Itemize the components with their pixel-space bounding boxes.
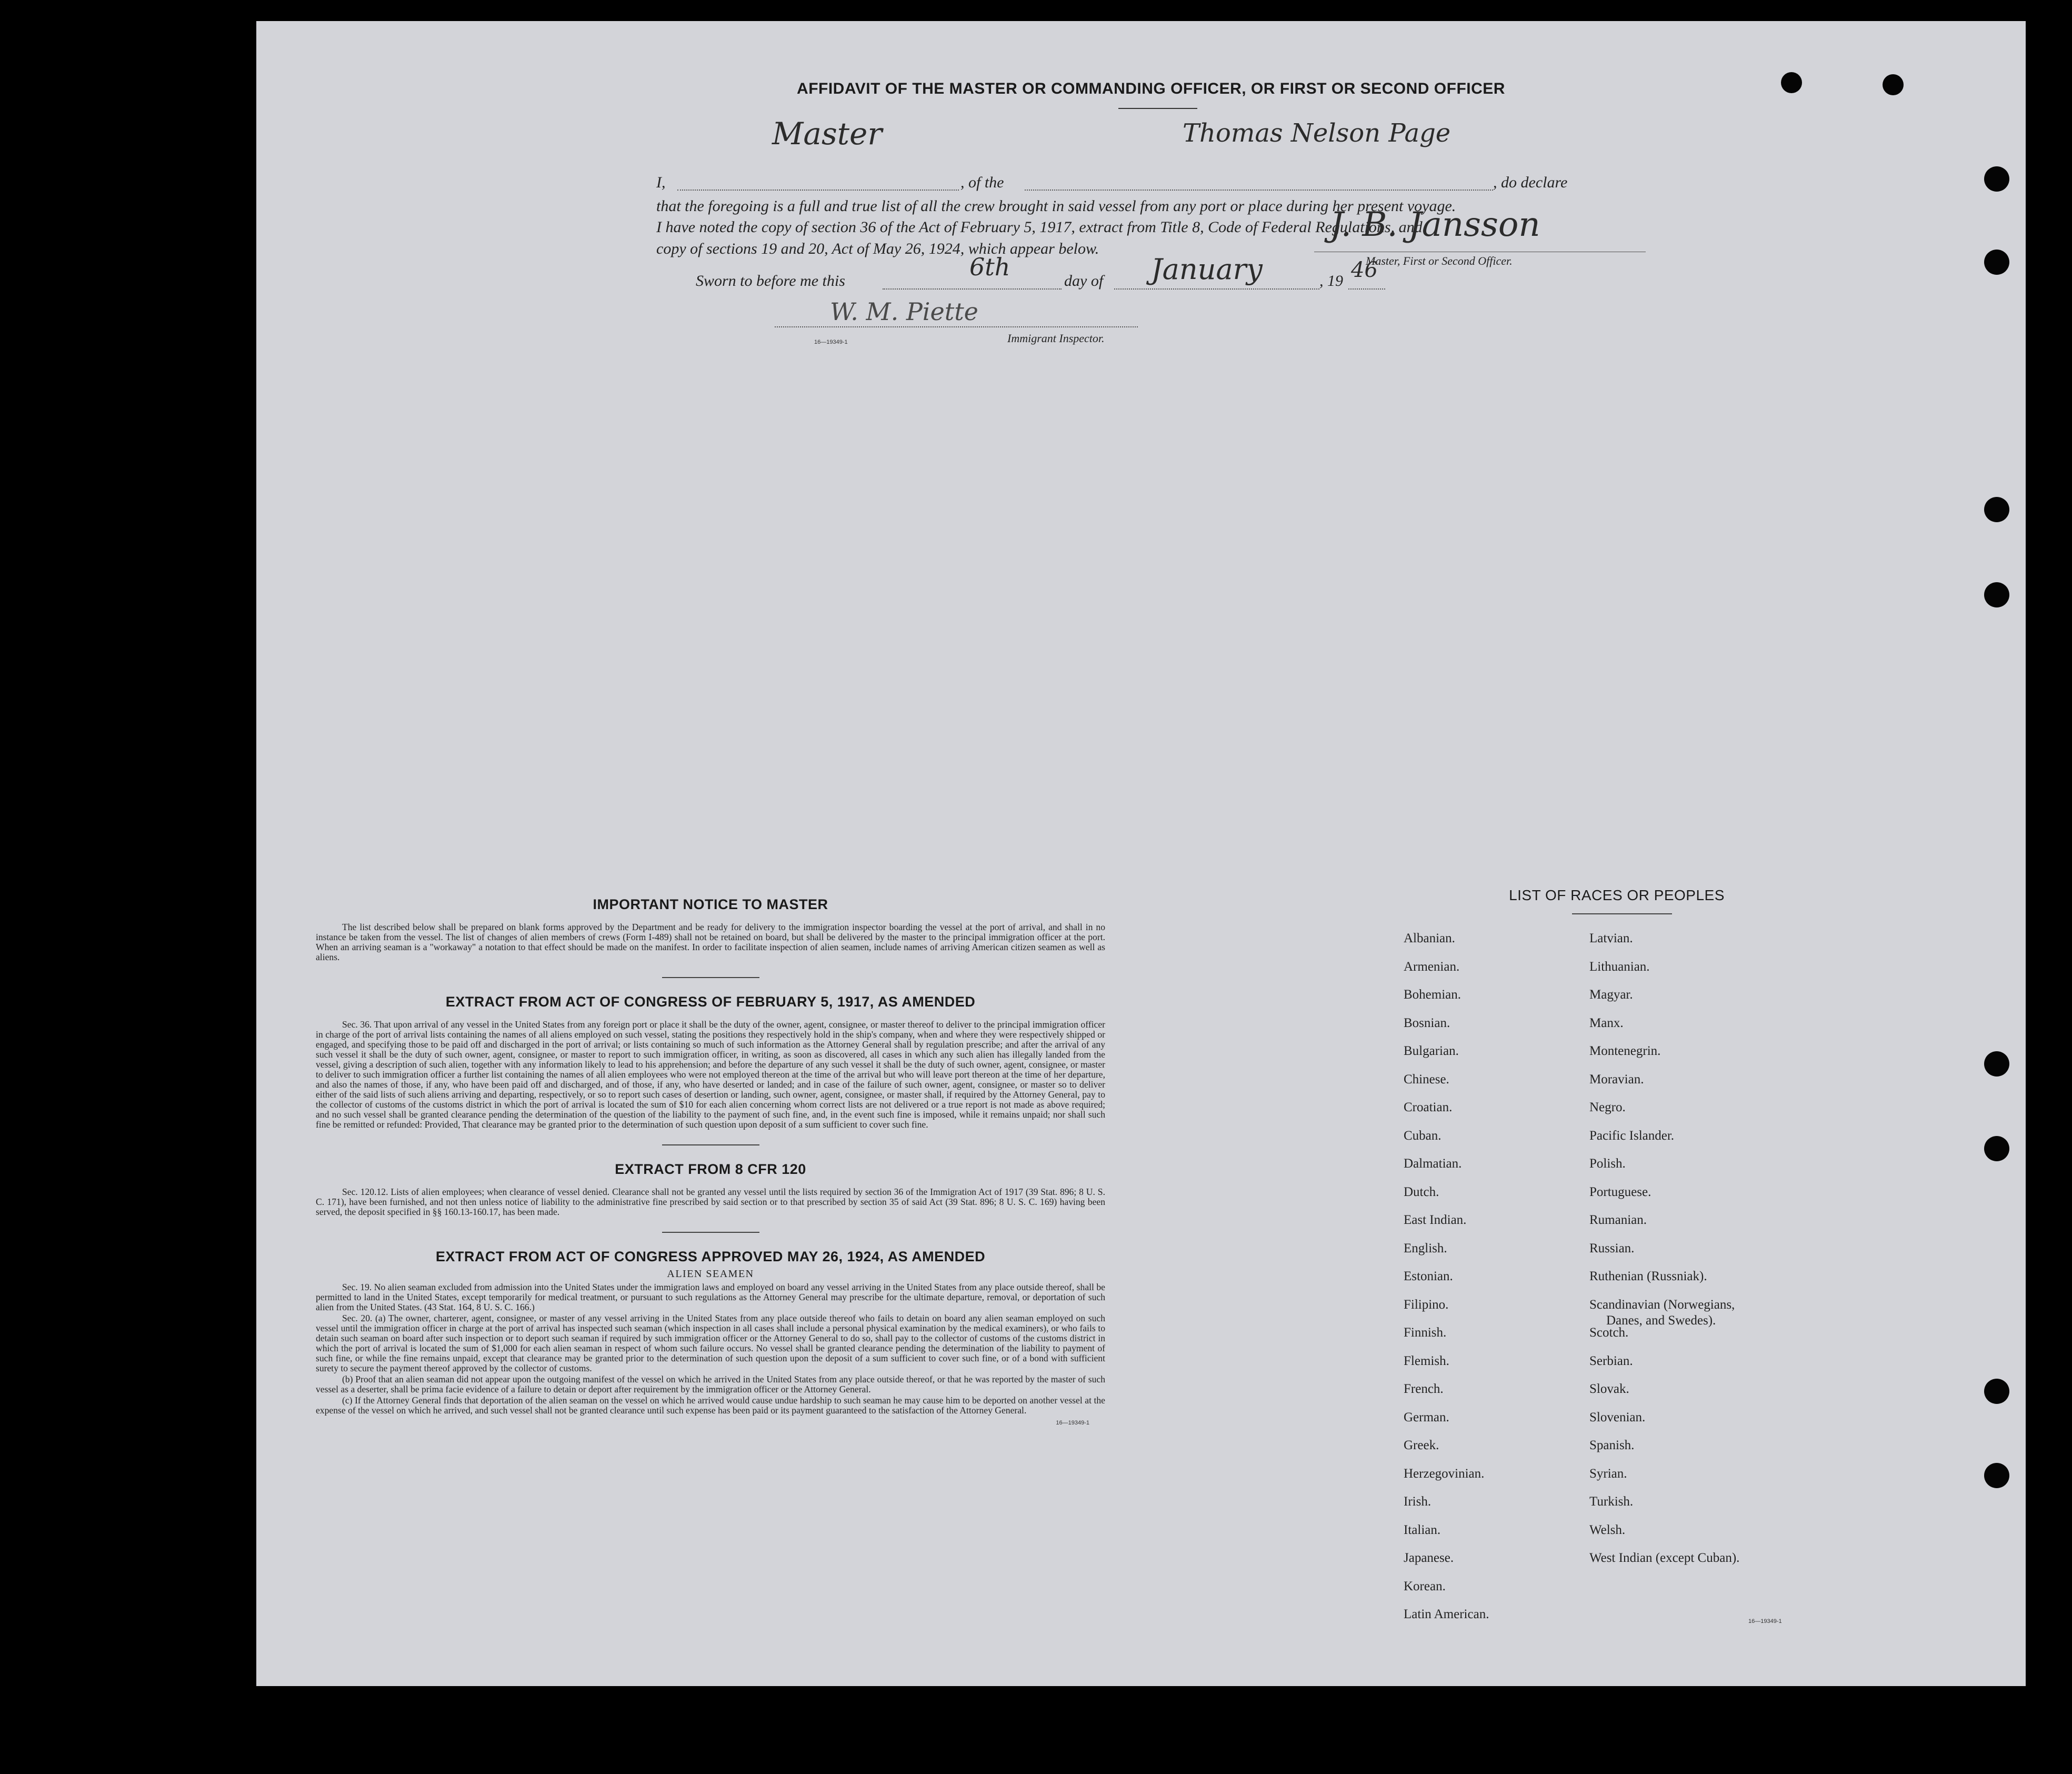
handwritten-year: 46 xyxy=(1351,258,1378,282)
race-item: Rumanian. xyxy=(1589,1213,1647,1227)
race-item: Korean. xyxy=(1404,1579,1446,1593)
race-item: Pacific Islander. xyxy=(1589,1128,1675,1143)
race-item: French. xyxy=(1404,1382,1444,1396)
race-item: Montenegrin. xyxy=(1589,1044,1661,1058)
divider xyxy=(662,977,759,978)
vessel-line xyxy=(1025,190,1493,191)
race-item: Portuguese. xyxy=(1589,1184,1651,1199)
race-item: Russian. xyxy=(1589,1241,1635,1255)
race-item: Serbian. xyxy=(1589,1353,1633,1368)
race-item: Spanish. xyxy=(1589,1438,1635,1452)
divider xyxy=(662,1232,759,1233)
sec-20c-text: (c) If the Attorney General finds that deportation of the alien seaman on the vessel on which he arrived would cause undue hardship to such seaman he may cause him to be deported on another vessel at the expense of the vessel on which he arrived, and such vessel shall not be granted clearance until such expense has been paid or its payment guaranteed to the satisfaction of the Attorney General. xyxy=(316,1395,1105,1416)
race-item: Bosnian. xyxy=(1404,1015,1450,1030)
divider xyxy=(662,1144,759,1145)
officer-signature: J. B. Jansson xyxy=(1330,205,1540,244)
race-item: Scandinavian (Norwegians, xyxy=(1589,1297,1735,1312)
race-item: Japanese. xyxy=(1404,1551,1454,1565)
race-item: West Indian (except Cuban). xyxy=(1589,1551,1740,1565)
inspector-label: Immigrant Inspector. xyxy=(1007,332,1105,345)
binder-hole xyxy=(1984,1379,2009,1404)
document-sheet xyxy=(256,21,2026,1686)
races-title: LIST OF RACES OR PEOPLES xyxy=(1509,887,1725,903)
race-item: Croatian. xyxy=(1404,1100,1453,1114)
race-item: Albanian. xyxy=(1404,931,1455,945)
handwritten-vessel: Thomas Nelson Page xyxy=(1183,118,1451,148)
race-item: Turkish. xyxy=(1589,1494,1634,1509)
race-item: Bulgarian. xyxy=(1404,1044,1459,1058)
binder-hole xyxy=(1781,72,1802,93)
race-item: Flemish. xyxy=(1404,1353,1449,1368)
race-item: Danes, and Swedes). xyxy=(1606,1313,1716,1328)
race-item: Syrian. xyxy=(1589,1466,1627,1481)
extract-1917-body: Sec. 36. That upon arrival of any vessel in the United States from any foreign port or place it shall be the duty of the owner, agent, consignee, or master thereof to deliver to the principal immigration officer in charge of the port of arrival lists containing the names of all aliens employed on such vessel, stating the positions they respectively hold in the ship's company, when and where they were respectively shipped or engaged, and specifying those to be paid off and discharged in the port of arrival; or lists containing so much of such information as the Attorney General shall by regulation prescribe; and after the arrival of any such vessel it shall be the duty of such owner, agent, consignee, or master to report to such immigration officer, in writing, as soon as discovered, all cases in which any such alien has illegally landed from the vessel, giving a description of such alien, together with any information likely to lead to his apprehension; and before the departure of any such vessel it shall be the duty of such owner, agent, consignee, or master to deliver to such immigration officer a further list containing the names of all alien employees who were not employed thereon at the time of the arrival but who will leave port thereon at the time of her departure, and also the names of those, if any, who have been paid off and discharged, and of those, if any, who have deserted or landed; and in case of the failure of such owner, agent, consignee, or master so to deliver either of the said lists of such aliens arriving and departing, respectively, or so to report such cases of desertion or landing, such owner, agent, consignee, or master shall, if required by the Attorney General, pay to the collector of customs of the customs district in which the port of arrival is located the sum of $10 for each alien concerning whom correct lists are not delivered or a true report is not made as above required; and no such vessel shall be granted clearance pending the determination of the question of the liability to the payment of such fine, and, in the event such fine is imposed, while it remains unpaid; nor shall such fine be remitted or refunded: Provided, That clearance may be granted prior to the determination of such question upon deposit of a sum sufficient to cover such fine. xyxy=(316,1019,1105,1130)
divider xyxy=(1572,913,1672,914)
sworn-text: Sworn to before me this xyxy=(696,272,845,290)
affidavit-line-4: copy of sections 19 and 20, Act of May 26, 1924, which appear below. xyxy=(656,240,1099,257)
handwritten-day: 6th xyxy=(969,253,1010,281)
race-item: Dutch. xyxy=(1404,1184,1439,1199)
affidavit-line-3: I have noted the copy of section 36 of the Act of February 5, 1917, extract from Title 8, Code of Federal Regulations, and xyxy=(656,218,1423,236)
sec-20b-text: (b) Proof that an alien seaman did not appear upon the outgoing manifest of the vessel on which he arrived in the United States from any place outside thereof, or that he was reported by the master of such vessel as a deserter, shall be prima facie evidence of a failure to detain or deport after requirement by the immigration officer or the Attorney General. xyxy=(316,1374,1105,1394)
races-form-number: 16—19349-1 xyxy=(1748,1618,1782,1624)
extract-cfr-title: EXTRACT FROM 8 CFR 120 xyxy=(615,1161,806,1177)
day-of-text: day of xyxy=(1064,272,1104,290)
race-item: Lithuanian. xyxy=(1589,959,1650,974)
race-item: Polish. xyxy=(1589,1157,1626,1171)
race-item: Latin American. xyxy=(1404,1607,1489,1621)
day-line xyxy=(883,288,1062,290)
race-item: German. xyxy=(1404,1410,1449,1424)
month-line xyxy=(1114,288,1319,290)
race-item: Estonian. xyxy=(1404,1269,1453,1283)
binder-hole xyxy=(1984,1463,2009,1488)
race-item: East Indian. xyxy=(1404,1213,1467,1227)
race-item: Negro. xyxy=(1589,1100,1626,1114)
word-of-the: , of the xyxy=(960,174,1004,191)
name-line xyxy=(677,190,959,191)
race-item: Dalmatian. xyxy=(1404,1157,1462,1171)
binder-hole xyxy=(1984,1051,2009,1077)
notice-form-number: 16—19349-1 xyxy=(1056,1420,1089,1426)
race-item: Herzegovinian. xyxy=(1404,1466,1485,1481)
affidavit-title: AFFIDAVIT OF THE MASTER OR COMMANDING OFFICER, OR FIRST OR SECOND OFFICER xyxy=(797,80,1505,97)
handwritten-name: Master xyxy=(772,116,883,152)
important-notice xyxy=(316,896,1105,1426)
inspector-signature-line xyxy=(775,326,1138,327)
binder-hole xyxy=(1984,166,2009,192)
race-item: Greek. xyxy=(1404,1438,1439,1452)
race-item: Manx. xyxy=(1589,1015,1624,1030)
word-do-declare: , do declare xyxy=(1493,174,1568,191)
binder-hole xyxy=(1984,250,2009,275)
affidavit-form-number: 16—19349-1 xyxy=(814,339,848,345)
affidavit-line-2: that the foregoing is a full and true list of all the crew brought in said vessel from any port or place during her present voyage. xyxy=(656,197,1456,215)
binder-hole xyxy=(1984,582,2009,607)
race-item: Irish. xyxy=(1404,1494,1432,1509)
alien-seamen-subtitle: ALIEN SEAMEN xyxy=(667,1268,754,1280)
notice-body: The list described below shall be prepared on blank forms approved by the Department and be ready for delivery to the immigration inspector boarding the vessel at the port of arrival, and shall in no instance be taken from the vessel. The list of changes of alien members of crews (Form I-489) shall not be retained on board, but shall be delivered by the master to the principal immigration officer at the port. When an arriving seaman is a "workaway" a notation to that effect should be made on the manifest. In order to facilitate inspection of alien seamen, include names of arriving American citizen seamen as well as aliens. xyxy=(316,922,1105,962)
race-item: Filipino. xyxy=(1404,1297,1449,1312)
sec-19-text: Sec. 19. No alien seaman excluded from admission into the United States under the immigration laws and employed on board any vessel arriving in the United States from any place outside thereof, shall be permitted to land in the United States, except temporarily for medical treatment, or pursuant to such regulations as the Attorney General may prescribe for the ultimate departure, removal, or deportation of such alien from the United States. (43 Stat. 164, 8 U. S. C. 166.) xyxy=(316,1282,1105,1312)
year-line xyxy=(1348,288,1385,290)
word-i: I, xyxy=(656,174,666,191)
extract-1917-title: EXTRACT FROM ACT OF CONGRESS OF FEBRUARY 5, 1917, AS AMENDED xyxy=(445,994,976,1010)
race-item: English. xyxy=(1404,1241,1447,1255)
race-item: Moravian. xyxy=(1589,1072,1644,1087)
race-item: Italian. xyxy=(1404,1522,1441,1537)
sec-20a-text: Sec. 20. (a) The owner, charterer, agent, consignee, or master of any vessel arriving in the United States from any place outside thereof who fails to detain on board any alien seaman employed on such vessel until the immigration officer in charge at the port of arrival has inspected such seaman (which inspection in all cases shall include a personal physical examination by the medical examiners), or who fails to detain such seaman on board after such inspection or to deport such seaman if required by such immigration officer or the Attorney General to do so, shall pay to the collector of customs of the customs district in which the port of arrival is located the sum of $1,000 for each alien seaman in respect of whom such failure occurs. No vessel shall be granted clearance pending the determination of the liability to payment of such fine, or while the fine remains unpaid, except that clearance may be granted prior to the determination of such question upon the deposit of a sum sufficient to cover such fine, or of a bond with sufficient surety to secure the payment thereof approved by the collector of customs. xyxy=(316,1313,1105,1373)
race-item: Scotch. xyxy=(1589,1325,1629,1340)
race-item: Latvian. xyxy=(1589,931,1633,945)
race-item: Bohemian. xyxy=(1404,988,1462,1002)
race-item: Ruthenian (Russniak). xyxy=(1589,1269,1707,1283)
extract-1924-title: EXTRACT FROM ACT OF CONGRESS APPROVED MAY 26, 1924, AS AMENDED xyxy=(435,1249,986,1264)
extract-cfr-body: Sec. 120.12. Lists of alien employees; when clearance of vessel denied. Clearance shall not be granted any vessel until the lists required by section 36 of the Immigration Act of 1917 (39 Stat. 896; 8 U. S. C. 171), have been furnished, and not then unless notice of liability to the administrative fine prescribed by said section or to that prescribed by section 35 of said Act (39 Stat. 896; 8 U. S. C. 169) having been served, the deposit specified in §§ 160.13-160.17, has been made. xyxy=(316,1187,1105,1217)
race-item: Chinese. xyxy=(1404,1072,1449,1087)
race-item: Slovak. xyxy=(1589,1382,1629,1396)
race-item: Cuban. xyxy=(1404,1128,1442,1143)
race-item: Finnish. xyxy=(1404,1325,1447,1340)
handwritten-month: January xyxy=(1151,253,1263,286)
officer-label: Master, First or Second Officer. xyxy=(1366,254,1513,267)
inspector-signature: W. M. Piette xyxy=(830,297,978,326)
race-item: Armenian. xyxy=(1404,959,1460,974)
divider xyxy=(1118,108,1197,109)
year-prefix: , 19 xyxy=(1319,272,1343,290)
notice-title: IMPORTANT NOTICE TO MASTER xyxy=(593,896,828,912)
race-item: Slovenian. xyxy=(1589,1410,1646,1424)
binder-hole xyxy=(1984,1136,2009,1161)
binder-hole xyxy=(1984,497,2009,522)
race-item: Magyar. xyxy=(1589,988,1633,1002)
race-item: Welsh. xyxy=(1589,1522,1626,1537)
binder-hole xyxy=(1883,74,1904,95)
